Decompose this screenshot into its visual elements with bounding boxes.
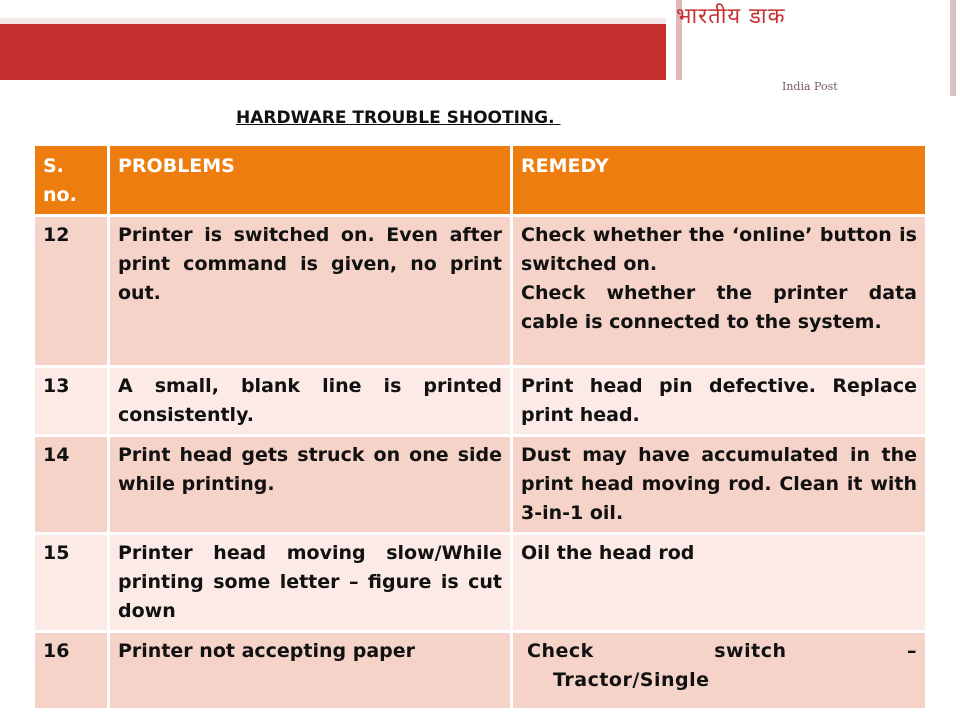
table-row bbox=[34, 367, 927, 436]
remedy-line: Check whether the printer data cable is connected to the system. bbox=[521, 282, 917, 333]
remedy-line: Oil the head rod bbox=[521, 542, 695, 564]
problem-cell: Print head gets struck on one side while printing. bbox=[109, 436, 512, 534]
troubleshooting-table bbox=[32, 143, 928, 711]
remedy-line: Print head pin defective. Replace print head. bbox=[521, 375, 917, 426]
remedy-cell bbox=[512, 216, 927, 367]
remedy-cell bbox=[512, 367, 927, 436]
row-number: 15 bbox=[34, 534, 109, 632]
remedy-cell bbox=[512, 632, 927, 710]
logo-hindi-text: भारतीय डाक bbox=[676, 4, 786, 29]
problem-cell: Printer head moving slow/While printing some letter – figure is cut down bbox=[109, 534, 512, 632]
table-header-row bbox=[34, 145, 927, 216]
page-title: HARDWARE TROUBLE SHOOTING. bbox=[236, 108, 561, 128]
remedy-line: Check whether the ‘online’ button is switched on. bbox=[521, 224, 917, 275]
table-row bbox=[34, 436, 927, 534]
problem-cell: A small, blank line is printed consistently. bbox=[109, 367, 512, 436]
problem-cell: Printer is switched on. Even after print command is given, no print out. bbox=[109, 216, 512, 367]
remedy-line: Tractor/Single bbox=[553, 669, 710, 691]
remedy-line: Check switch – bbox=[527, 640, 917, 662]
row-number: 13 bbox=[34, 367, 109, 436]
table-row bbox=[34, 216, 927, 367]
row-number: 12 bbox=[34, 216, 109, 367]
remedy-cell bbox=[512, 534, 927, 632]
row-number: 16 bbox=[34, 632, 109, 710]
remedy-line: Dust may have accumulated in the print head moving rod. Clean it with 3-in-1 oil. bbox=[521, 444, 917, 524]
table-row bbox=[34, 534, 927, 632]
row-number: 14 bbox=[34, 436, 109, 534]
column-header-remedy: REMEDY bbox=[512, 145, 927, 216]
column-header-sno: S. no. bbox=[34, 145, 109, 216]
logo-english-text: India Post bbox=[782, 80, 838, 93]
problem-cell: Printer not accepting paper bbox=[109, 632, 512, 710]
table-row bbox=[34, 632, 927, 710]
column-header-problems: PROBLEMS bbox=[109, 145, 512, 216]
remedy-cell bbox=[512, 436, 927, 534]
logo-right-edge bbox=[950, 0, 956, 96]
